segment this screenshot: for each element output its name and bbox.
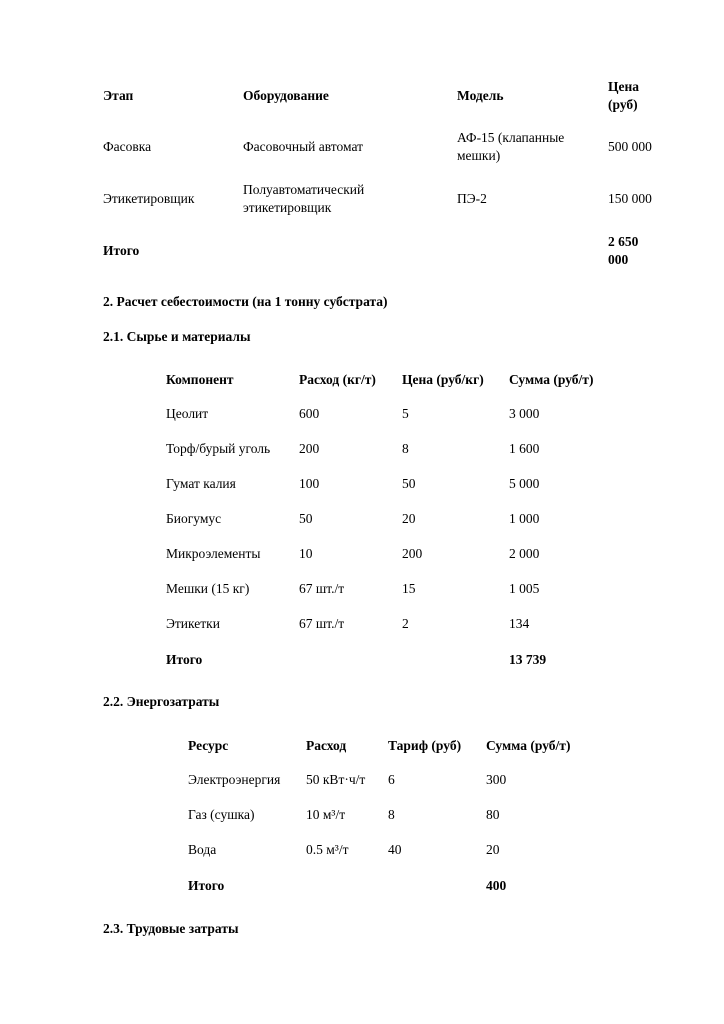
header-component: Компонент xyxy=(166,372,234,387)
table-row-component: Биогумус xyxy=(166,511,222,526)
table-row-consumption: 50 xyxy=(299,511,313,526)
table-row-component: Мешки (15 кг) xyxy=(166,581,250,596)
header-tariff: Тариф (руб) xyxy=(388,738,462,753)
table-row-consumption: 10 м³/т xyxy=(306,807,346,822)
table-row-price: 200 xyxy=(402,546,423,561)
row-1-model-line1: АФ-15 (клапанные xyxy=(457,130,565,145)
table-row-consumption: 50 кВт·ч/т xyxy=(306,772,366,787)
table-row-tariff: 6 xyxy=(388,772,395,787)
table-row-consumption: 0.5 м³/т xyxy=(306,842,349,857)
header-price-line2: (руб) xyxy=(608,97,638,112)
materials-total-label: Итого xyxy=(166,652,203,667)
table-row-component: Торф/бурый уголь xyxy=(166,441,271,456)
table-row-tariff: 8 xyxy=(388,807,395,822)
table-row-consumption: 100 xyxy=(299,476,320,491)
section-2-3-title: 2.3. Трудовые затраты xyxy=(103,921,239,936)
section-2-2-title: 2.2. Энергозатраты xyxy=(103,694,220,709)
row-1-equipment: Фасовочный автомат xyxy=(243,139,364,154)
table-row-consumption: 600 xyxy=(299,406,320,421)
energy-total-label: Итого xyxy=(188,878,225,893)
row-2-equipment-line1: Полуавтоматический xyxy=(243,182,365,197)
header-price: Цена (руб/кг) xyxy=(402,372,484,387)
table-row-sum: 5 000 xyxy=(509,476,540,491)
table-row-price: 2 xyxy=(402,616,409,631)
header-equipment: Оборудование xyxy=(243,88,329,103)
row-2-stage: Этикетировщик xyxy=(103,191,195,206)
table-row-sum: 80 xyxy=(486,807,500,822)
section-2-1-title: 2.1. Сырье и материалы xyxy=(103,329,251,344)
header-stage: Этап xyxy=(103,88,134,103)
table-row-component: Гумат калия xyxy=(166,476,236,491)
table-row-resource: Электроэнергия xyxy=(188,772,281,787)
header-consumption: Расход xyxy=(306,738,347,753)
total-label: Итого xyxy=(103,243,140,258)
table-row-consumption: 67 шт./т xyxy=(299,616,345,631)
header-model: Модель xyxy=(457,88,504,103)
total-line2: 000 xyxy=(608,252,629,267)
table-row-sum: 1 005 xyxy=(509,581,540,596)
header-price-line1: Цена xyxy=(608,79,640,94)
row-2-equipment-line2: этикетировщик xyxy=(243,200,332,215)
table-row-tariff: 40 xyxy=(388,842,402,857)
table-row-price: 15 xyxy=(402,581,416,596)
table-row-sum: 1 000 xyxy=(509,511,540,526)
table-row-sum: 300 xyxy=(486,772,507,787)
table-row-price: 5 xyxy=(402,406,409,421)
energy-total-sum: 400 xyxy=(486,878,507,893)
row-2-price: 150 000 xyxy=(608,191,652,206)
table-row-consumption: 200 xyxy=(299,441,320,456)
section-2-title: 2. Расчет себестоимости (на 1 тонну субстрата) xyxy=(103,294,388,309)
header-consumption: Расход (кг/т) xyxy=(299,372,376,387)
table-row-component: Цеолит xyxy=(166,406,209,421)
row-1-model-line2: мешки) xyxy=(457,148,501,163)
table-row-sum: 134 xyxy=(509,616,530,631)
table-row-price: 50 xyxy=(402,476,416,491)
table-row-component: Микроэлементы xyxy=(166,546,261,561)
header-sum: Сумма (руб/т) xyxy=(509,372,594,387)
header-resource: Ресурс xyxy=(188,738,229,753)
table-row-resource: Газ (сушка) xyxy=(188,807,255,822)
table-row-sum: 20 xyxy=(486,842,500,857)
table-row-resource: Вода xyxy=(188,842,217,857)
table-row-component: Этикетки xyxy=(166,616,220,631)
row-2-model: ПЭ-2 xyxy=(457,191,487,206)
table-row-sum: 1 600 xyxy=(509,441,540,456)
row-1-stage: Фасовка xyxy=(103,139,152,154)
header-sum: Сумма (руб/т) xyxy=(486,738,571,753)
row-1-price: 500 000 xyxy=(608,139,652,154)
table-row-price: 20 xyxy=(402,511,416,526)
materials-total-sum: 13 739 xyxy=(509,652,547,667)
table-row-consumption: 10 xyxy=(299,546,313,561)
table-row-consumption: 67 шт./т xyxy=(299,581,345,596)
total-line1: 2 650 xyxy=(608,234,639,249)
table-row-price: 8 xyxy=(402,441,409,456)
table-row-sum: 3 000 xyxy=(509,406,540,421)
table-row-sum: 2 000 xyxy=(509,546,540,561)
